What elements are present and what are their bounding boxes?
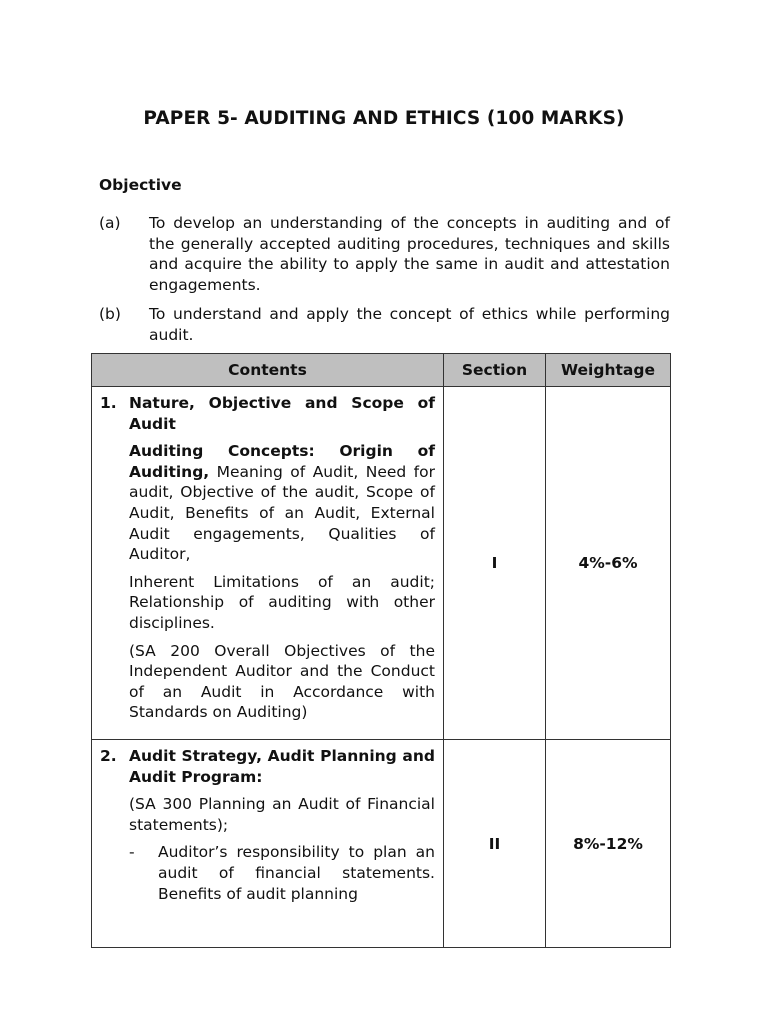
objective-item-a (99, 213, 670, 295)
concepts-bold-text: Auditing Concepts: Origin of Auditing, (129, 442, 435, 481)
bullet-item (129, 842, 435, 904)
contents-cell (92, 740, 444, 948)
limitations-paragraph: Inherent Limitations of an audit; Relationship of auditing with other disciplines. (129, 572, 435, 632)
section-cell: II (444, 740, 546, 948)
table-row (92, 740, 671, 948)
objective-text: To develop an understanding of the concepts in auditing and of the generally accepted auditing procedures, techniques and skills and acquire the ability to apply the same in audit and attestation engagements. (149, 214, 670, 294)
topic-title: Audit Strategy, Audit Planning and Audit Program: (129, 747, 435, 786)
objective-text: To understand and apply the concept of ethics while performing audit. (149, 305, 670, 344)
bullet-marker: - (129, 843, 135, 862)
topic-number: 2. (100, 747, 117, 765)
concepts-text: Meaning of Audit, Need for audit, Objective of the audit, Scope of Audit, Benefits of an Audit, External Audit engagements, Qualities of Auditor, (129, 462, 435, 564)
table-row (92, 387, 671, 740)
standard-reference: (SA 200 Overall Objectives of the Independent Auditor and the Conduct of an Audit in Accordance with Standards on Auditing) (129, 641, 435, 722)
objective-marker: (b) (99, 305, 121, 323)
syllabus-table (91, 353, 671, 948)
concepts-paragraph (129, 441, 435, 565)
table-header-row (92, 354, 671, 387)
section-cell: I (444, 387, 546, 740)
header-weightage: Weightage (546, 354, 671, 387)
page-title: PAPER 5- AUDITING AND ETHICS (100 MARKS) (143, 108, 625, 129)
objective-heading: Objective (99, 176, 182, 194)
topic-heading (100, 393, 435, 434)
topic-heading (100, 746, 435, 787)
contents-cell (92, 387, 444, 740)
topic-number: 1. (100, 394, 117, 412)
objective-marker: (a) (99, 214, 121, 232)
bullet-text: Auditor’s responsibility to plan an audit of financial statements. Benefits of audit planning (158, 843, 435, 903)
weightage-cell: 4%-6% (546, 387, 671, 740)
header-section: Section (444, 354, 546, 387)
objective-item-b (99, 304, 670, 345)
standard-reference: (SA 300 Planning an Audit of Financial statements); (129, 795, 435, 834)
weightage-cell: 8%-12% (546, 740, 671, 948)
topic-title: Nature, Objective and Scope of Audit (129, 394, 435, 433)
header-contents: Contents (92, 354, 444, 387)
